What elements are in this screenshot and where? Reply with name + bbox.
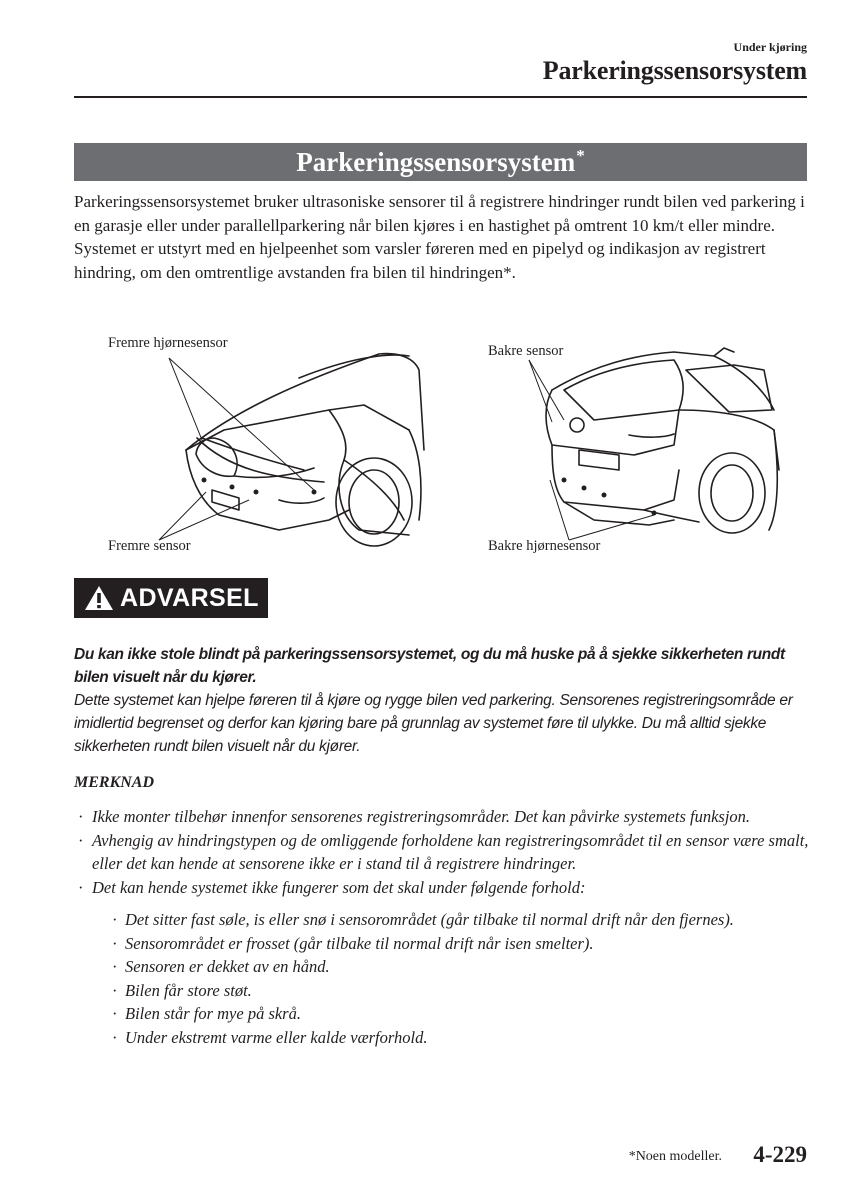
note-sublist: [92, 908, 816, 1049]
note-subitem: · Sensoren er dekket av en hånd.: [92, 955, 816, 979]
running-title: Parkeringssensorsystem: [542, 56, 807, 85]
note-item: · Ikke monter tilbehør innenfor sensorenes registreringsområder. Det kan påvirke systemets funksjon.: [76, 805, 816, 829]
page-number: 4-229: [753, 1142, 807, 1167]
note-item: [76, 876, 816, 1050]
front-car-drawing: [186, 354, 424, 546]
chapter-label: Under kjøring: [733, 40, 807, 54]
section-title-marker: *: [576, 146, 585, 165]
note-subitem: · Det sitter fast søle, is eller snø i sensorområdet (går tilbake til normal drift når den fjernes).: [92, 908, 816, 932]
warning-label: ADVARSEL: [120, 584, 259, 612]
sensor-figure: [74, 330, 807, 560]
footnote: *Noen modeller.: [628, 1149, 722, 1164]
warning-header: [74, 578, 268, 618]
intro-paragraph: Parkeringssensorsystemet bruker ultrasoniske sensorer til å registrere hindringer rundt bilen ved parkering i en garasje eller under parallellparkering når bilen kjøres i en hastighet på omtrent 10 km/t eller mindre. Systemet er utstyrt med en hjelpeenhet som varsler føreren med en pipelyd og indikasjon av registrert hindring, om den omtrentlige avstanden fra bilen til hindringen*.: [74, 192, 805, 282]
note-subitem: · Under ekstremt varme eller kalde værforhold.: [92, 1026, 816, 1050]
rear-corner-sensor-label: Bakre hjørnesensor: [488, 538, 601, 554]
section-title-bar: [74, 143, 807, 181]
warning-bold-text: Du kan ikke stole blindt på parkeringssensorsystemet, og du må huske på å sjekke sikkerheten rundt bilen visuelt når du kjører.: [74, 646, 785, 686]
warning-text: Dette systemet kan hjelpe føreren til å kjøre og rygge bilen ved parkering. Sensorenes registreringsområde er imidlertid begrenset og derfor kan kjøring bare på grunnlag av systemet føre til ulykke. Du må alltid sjekke sikkerheten rundt bilen visuelt når du kjører.: [74, 692, 793, 755]
rear-sensor-label: Bakre sensor: [488, 343, 564, 359]
note-subitem: · Bilen får store støt.: [92, 979, 816, 1003]
note-item: · Avhengig av hindringstypen og de omliggende forholdene kan registreringsområdet til en sensor være smalt, eller det kan hende at sensorene ikke er i stand til å registrere hindringer.: [76, 829, 816, 876]
note-item-text: Det kan hende systemet ikke fungerer som det skal under følgende forhold:: [92, 877, 586, 897]
header-rule: [74, 96, 807, 98]
note-subitem: · Bilen står for mye på skrå.: [92, 1002, 816, 1026]
sensor-illustration: [74, 330, 807, 560]
front-corner-sensor-label: Fremre hjørnesensor: [108, 335, 228, 351]
warning-triangle-icon: [84, 585, 114, 611]
front-sensor-label: Fremre sensor: [108, 538, 191, 554]
note-title: MERKNAD: [74, 774, 155, 791]
section-title: Parkeringssensorsystem: [296, 147, 576, 177]
rear-car-drawing: [546, 348, 779, 533]
note-subitem: · Sensorområdet er frosset (går tilbake til normal drift når isen smelter).: [92, 932, 816, 956]
note-list: [76, 805, 816, 1049]
